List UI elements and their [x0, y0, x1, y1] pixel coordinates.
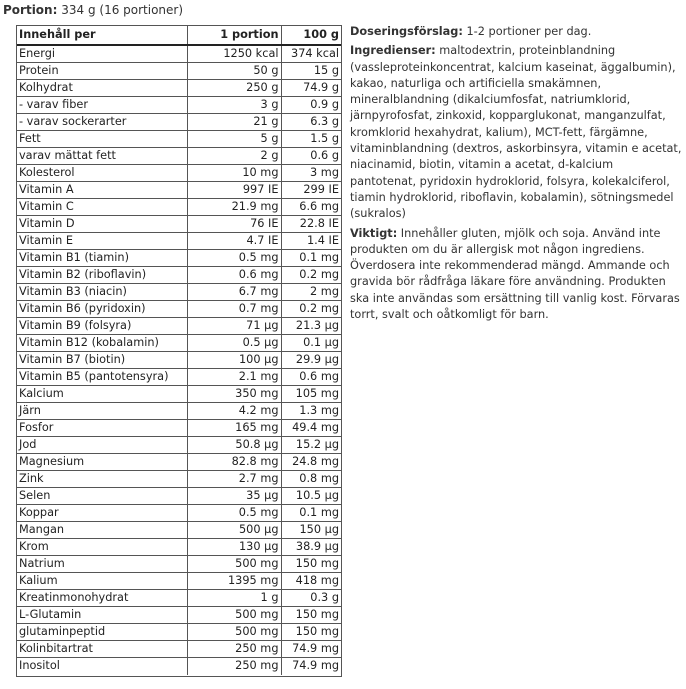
table-row [17, 335, 341, 352]
table-row [17, 352, 341, 369]
per-100g-value: 0.3 g [281, 590, 341, 607]
nutrient-name: Magnesium [17, 454, 187, 471]
per-100g-value: 0.2 mg [281, 267, 341, 284]
table-row [17, 386, 341, 403]
table-row [17, 267, 341, 284]
table-row [17, 233, 341, 250]
dosage-label: Doseringsförslag: [350, 25, 463, 38]
per-100g-value: 6.6 mg [281, 199, 341, 216]
per-100g-value: 3 mg [281, 165, 341, 182]
per-portion-value: 165 mg [187, 420, 281, 437]
nutrition-table-frame [16, 25, 342, 677]
table-header-row [17, 26, 341, 45]
per-portion-value: 2.7 mg [187, 471, 281, 488]
nutrient-name: Kolesterol [17, 165, 187, 182]
per-100g-value: 105 mg [281, 386, 341, 403]
per-portion-value: 997 IE [187, 182, 281, 199]
ingredients-paragraph [350, 43, 682, 222]
per-portion-value: 0.5 mg [187, 250, 281, 267]
per-portion-value: 4.2 mg [187, 403, 281, 420]
per-100g-value: 0.1 mg [281, 250, 341, 267]
per-portion-value: 350 mg [187, 386, 281, 403]
per-portion-value: 130 µg [187, 539, 281, 556]
nutrient-name: L-Glutamin [17, 607, 187, 624]
nutrient-name: - varav sockerarter [17, 114, 187, 131]
per-100g-value: 74.9 g [281, 80, 341, 97]
per-portion-value: 82.8 mg [187, 454, 281, 471]
per-portion-value: 6.7 mg [187, 284, 281, 301]
per-portion-value: 250 mg [187, 641, 281, 658]
table-row [17, 182, 341, 199]
per-100g-value: 0.1 mg [281, 505, 341, 522]
nutrient-name: Järn [17, 403, 187, 420]
per-portion-value: 0.6 mg [187, 267, 281, 284]
per-100g-value: 150 mg [281, 624, 341, 641]
warning-text: Innehåller gluten, mjölk och soja. Använd inte produkten om du är allergisk mot någon ingrediens. Överdosera inte rekommenderad mängd. Ammande och gravida bör rådfråga läkare före användning. Produkten ska inte användas som ersättning till vanlig kost. Förvaras torrt, svalt och oåtkomligt för barn. [350, 226, 680, 322]
nutrient-name: Natrium [17, 556, 187, 573]
per-100g-value: 74.9 mg [281, 641, 341, 658]
per-portion-value: 500 mg [187, 607, 281, 624]
table-row [17, 539, 341, 556]
table-row [17, 45, 341, 63]
per-100g-value: 15.2 µg [281, 437, 341, 454]
per-100g-value: 150 µg [281, 522, 341, 539]
nutrient-name: Kreatinmonohydrat [17, 590, 187, 607]
per-100g-value: 0.1 µg [281, 335, 341, 352]
nutrient-name: Protein [17, 63, 187, 80]
nutrient-name: Kolhydrat [17, 80, 187, 97]
table-row [17, 607, 341, 624]
nutrient-name: Vitamin B2 (riboflavin) [17, 267, 187, 284]
per-100g-value: 21.3 µg [281, 318, 341, 335]
per-portion-value: 71 µg [187, 318, 281, 335]
per-portion-value: 2 g [187, 148, 281, 165]
per-portion-value: 3 g [187, 97, 281, 114]
header-portion: 1 portion [187, 26, 281, 45]
per-100g-value: 150 mg [281, 556, 341, 573]
nutrient-name: Krom [17, 539, 187, 556]
nutrient-name: Vitamin B1 (tiamin) [17, 250, 187, 267]
table-row [17, 80, 341, 97]
table-row [17, 505, 341, 522]
table-row [17, 403, 341, 420]
nutrient-name: Energi [17, 45, 187, 63]
table-row [17, 471, 341, 488]
nutrient-name: Inositol [17, 658, 187, 675]
table-row [17, 165, 341, 182]
ingredients-text: maltodextrin, proteinblandning (vassleproteinkoncentrat, kalcium kaseinat, äggalbumin), kakao, naturliga och artificiella smakämnen, mineralblandning (dikalciumfosfat, natriumklorid, järnpyrofosfat, zinkoxid, kopparglukonat, manganzulfat, kromklorid hexahydrat, kalium), MCT-fett, färgämne, vitaminblandning (dextros, askorbinsyra, vitamin e acetat, niacinamid, biotin, vitamin a acetat, d-kalcium pantotenat, pyridoxin hydroklorid, folsyra, kolekalciferol, tiamin hydroklorid, riboflavin, kobalamin), sötningsmedel (sukralos) [350, 44, 682, 221]
per-portion-value: 4.7 IE [187, 233, 281, 250]
per-portion-value: 500 mg [187, 624, 281, 641]
per-100g-value: 150 mg [281, 607, 341, 624]
per-100g-value: 0.6 mg [281, 369, 341, 386]
per-100g-value: 6.3 g [281, 114, 341, 131]
table-row [17, 624, 341, 641]
per-portion-value: 21 g [187, 114, 281, 131]
per-100g-value: 1.5 g [281, 131, 341, 148]
per-100g-value: 0.9 g [281, 97, 341, 114]
header-content-per: Innehåll per [17, 26, 187, 45]
per-100g-value: 38.9 µg [281, 539, 341, 556]
table-row [17, 148, 341, 165]
table-row [17, 199, 341, 216]
per-portion-value: 5 g [187, 131, 281, 148]
per-portion-value: 250 mg [187, 658, 281, 675]
table-row [17, 318, 341, 335]
nutrient-name: Vitamin D [17, 216, 187, 233]
table-row [17, 97, 341, 114]
table-row [17, 250, 341, 267]
table-row [17, 301, 341, 318]
per-100g-value: 22.8 IE [281, 216, 341, 233]
table-row [17, 522, 341, 539]
per-portion-value: 1 g [187, 590, 281, 607]
nutrient-name: Mangan [17, 522, 187, 539]
per-portion-value: 21.9 mg [187, 199, 281, 216]
per-portion-value: 2.1 mg [187, 369, 281, 386]
per-portion-value: 76 IE [187, 216, 281, 233]
table-row [17, 420, 341, 437]
nutrient-name: Vitamin E [17, 233, 187, 250]
per-portion-value: 1395 mg [187, 573, 281, 590]
table-row [17, 131, 341, 148]
per-portion-value: 35 µg [187, 488, 281, 505]
warning-paragraph [350, 226, 682, 324]
nutrient-name: Zink [17, 471, 187, 488]
table-row [17, 114, 341, 131]
table-row [17, 454, 341, 471]
table-row [17, 63, 341, 80]
per-100g-value: 10.5 µg [281, 488, 341, 505]
nutrient-name: Vitamin B7 (biotin) [17, 352, 187, 369]
nutrition-table [17, 26, 341, 675]
per-portion-value: 0.7 mg [187, 301, 281, 318]
portion-value: 334 g (16 portioner) [61, 3, 184, 17]
table-row [17, 573, 341, 590]
warning-label: Viktigt: [350, 226, 398, 240]
nutrient-name: Vitamin B9 (folsyra) [17, 318, 187, 335]
table-row [17, 216, 341, 233]
nutrient-name: Vitamin B6 (pyridoxin) [17, 301, 187, 318]
header-100g: 100 g [281, 26, 341, 45]
per-100g-value: 299 IE [281, 182, 341, 199]
per-100g-value: 418 mg [281, 573, 341, 590]
table-row [17, 284, 341, 301]
table-row [17, 369, 341, 386]
per-portion-value: 1250 kcal [187, 45, 281, 63]
per-100g-value: 1.4 IE [281, 233, 341, 250]
nutrient-name: varav mättat fett [17, 148, 187, 165]
per-100g-value: 0.8 mg [281, 471, 341, 488]
nutrient-name: Vitamin B3 (niacin) [17, 284, 187, 301]
nutrient-name: Vitamin B5 (pantotensyra) [17, 369, 187, 386]
nutrient-name: - varav fiber [17, 97, 187, 114]
portion-line [3, 2, 183, 18]
per-portion-value: 100 µg [187, 352, 281, 369]
per-100g-value: 15 g [281, 63, 341, 80]
per-portion-value: 50.8 µg [187, 437, 281, 454]
per-100g-value: 1.3 mg [281, 403, 341, 420]
per-100g-value: 74.9 mg [292, 659, 339, 673]
per-100g-value: 0.6 g [281, 148, 341, 165]
per-100g-value: 49.4 mg [281, 420, 341, 437]
nutrient-name: Fett [17, 131, 187, 148]
nutrient-name: Vitamin B12 (kobalamin) [17, 335, 187, 352]
table-row [17, 437, 341, 454]
per-portion-value: 250 g [187, 80, 281, 97]
product-info [350, 24, 682, 326]
table-row [17, 658, 341, 675]
table-row [17, 641, 341, 658]
nutrient-name: Selen [17, 488, 187, 505]
nutrient-name: Kolinbitartrat [17, 641, 187, 658]
nutrient-name: Vitamin A [17, 182, 187, 199]
nutrient-name: glutaminpeptid [17, 624, 187, 641]
nutrient-name: Koppar [17, 505, 187, 522]
nutrient-name: Fosfor [17, 420, 187, 437]
per-portion-value: 10 mg [187, 165, 281, 182]
ingredients-label: Ingredienser: [350, 44, 436, 58]
nutrient-name: Jod [17, 437, 187, 454]
table-body [17, 45, 341, 675]
dosage-paragraph [350, 24, 682, 40]
dosage-text: 1-2 portioner per dag. [462, 25, 592, 38]
nutrient-name: Kalium [17, 573, 187, 590]
per-portion-value: 500 µg [187, 522, 281, 539]
nutrient-name: Vitamin C [17, 199, 187, 216]
per-100g-value: 374 kcal [281, 45, 341, 63]
portion-label: Portion: [3, 3, 58, 17]
nutrient-name: Kalcium [17, 386, 187, 403]
table-row [17, 590, 341, 607]
table-row [17, 556, 341, 573]
per-portion-value: 50 g [187, 63, 281, 80]
per-portion-value: 500 mg [187, 556, 281, 573]
per-100g-value: 24.8 mg [281, 454, 341, 471]
per-portion-value: 0.5 mg [187, 505, 281, 522]
per-100g-value: 2 mg [281, 284, 341, 301]
per-100g-value: 29.9 µg [281, 352, 341, 369]
per-portion-value: 0.5 µg [187, 335, 281, 352]
table-row [17, 488, 341, 505]
per-100g-value: 0.2 mg [281, 301, 341, 318]
